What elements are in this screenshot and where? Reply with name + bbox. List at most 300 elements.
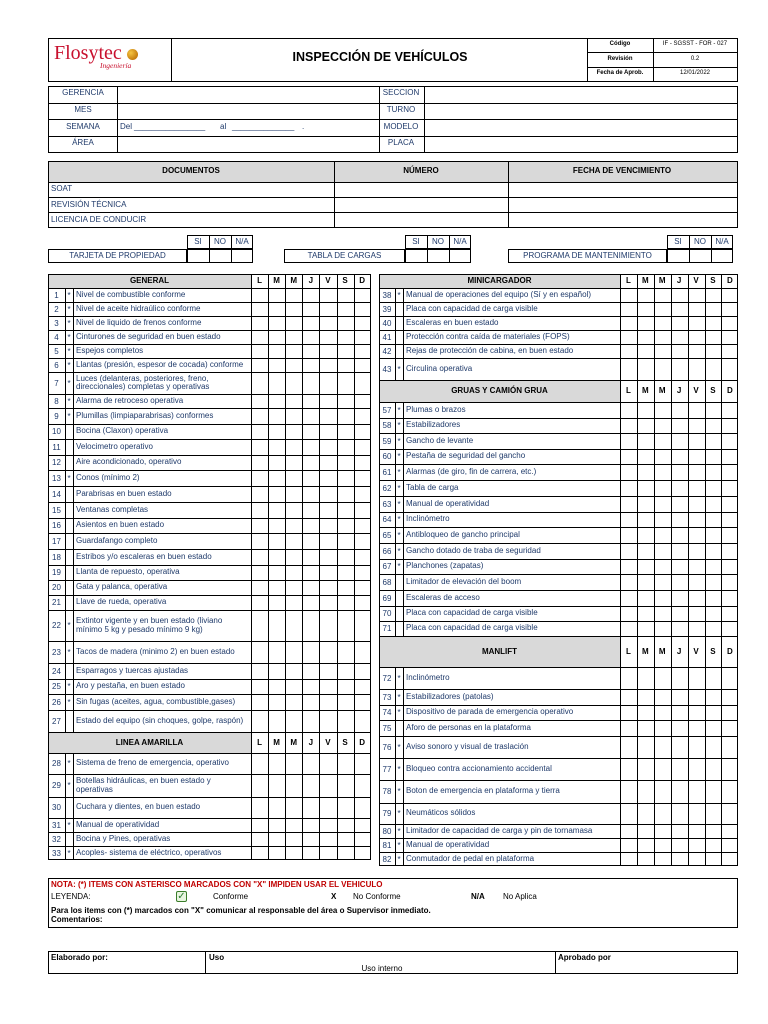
day-check-cell[interactable] (319, 580, 336, 595)
day-check-cell[interactable] (354, 694, 371, 710)
day-check-cell[interactable] (354, 486, 371, 502)
day-check-cell[interactable] (337, 455, 354, 470)
day-check-cell[interactable] (319, 330, 336, 344)
day-check-cell[interactable] (319, 818, 336, 832)
day-check-cell[interactable] (671, 512, 688, 527)
day-check-cell[interactable] (637, 302, 654, 316)
day-check-cell[interactable] (637, 330, 654, 344)
day-check-cell[interactable] (721, 543, 738, 559)
day-check-cell[interactable] (302, 818, 319, 832)
day-check-cell[interactable] (354, 455, 371, 470)
day-check-cell[interactable] (285, 394, 302, 408)
day-check-cell[interactable] (354, 358, 371, 372)
day-check-cell[interactable] (620, 402, 637, 418)
day-check-cell[interactable] (354, 372, 371, 394)
day-check-cell[interactable] (671, 574, 688, 590)
day-check-cell[interactable] (688, 512, 705, 527)
day-check-cell[interactable] (319, 753, 336, 774)
day-check-cell[interactable] (268, 424, 285, 439)
day-check-cell[interactable] (319, 302, 336, 316)
day-check-cell[interactable] (251, 518, 268, 533)
day-check-cell[interactable] (688, 433, 705, 449)
day-check-cell[interactable] (705, 803, 722, 824)
day-check-cell[interactable] (620, 330, 637, 344)
day-check-cell[interactable] (620, 316, 637, 330)
day-check-cell[interactable] (354, 288, 371, 302)
day-check-cell[interactable] (285, 846, 302, 860)
day-check-cell[interactable] (705, 418, 722, 433)
day-check-cell[interactable] (688, 803, 705, 824)
day-check-cell[interactable] (354, 846, 371, 860)
sino-answer-cell[interactable] (405, 249, 427, 263)
day-check-cell[interactable] (721, 288, 738, 302)
day-check-cell[interactable] (705, 689, 722, 705)
day-check-cell[interactable] (337, 533, 354, 549)
day-check-cell[interactable] (337, 818, 354, 832)
day-check-cell[interactable] (302, 549, 319, 565)
day-check-cell[interactable] (721, 689, 738, 705)
day-check-cell[interactable] (285, 455, 302, 470)
day-check-cell[interactable] (302, 372, 319, 394)
day-check-cell[interactable] (620, 736, 637, 758)
day-check-cell[interactable] (285, 694, 302, 710)
day-check-cell[interactable] (705, 824, 722, 838)
day-check-cell[interactable] (688, 720, 705, 736)
day-check-cell[interactable] (285, 518, 302, 533)
day-check-cell[interactable] (319, 455, 336, 470)
day-check-cell[interactable] (285, 344, 302, 358)
day-check-cell[interactable] (654, 288, 671, 302)
day-check-cell[interactable] (354, 502, 371, 518)
day-check-cell[interactable] (285, 372, 302, 394)
day-check-cell[interactable] (620, 852, 637, 866)
sino-answer-cell[interactable] (449, 249, 471, 263)
day-check-cell[interactable] (319, 832, 336, 846)
day-check-cell[interactable] (319, 316, 336, 330)
day-check-cell[interactable] (688, 780, 705, 803)
day-check-cell[interactable] (721, 758, 738, 780)
day-check-cell[interactable] (654, 606, 671, 621)
day-check-cell[interactable] (705, 316, 722, 330)
day-check-cell[interactable] (620, 480, 637, 496)
day-check-cell[interactable] (620, 464, 637, 480)
day-check-cell[interactable] (671, 543, 688, 559)
day-check-cell[interactable] (354, 518, 371, 533)
day-check-cell[interactable] (688, 606, 705, 621)
day-check-cell[interactable] (268, 818, 285, 832)
day-check-cell[interactable] (654, 330, 671, 344)
day-check-cell[interactable] (688, 418, 705, 433)
day-check-cell[interactable] (337, 753, 354, 774)
day-check-cell[interactable] (251, 344, 268, 358)
day-check-cell[interactable] (268, 663, 285, 679)
day-check-cell[interactable] (721, 803, 738, 824)
day-check-cell[interactable] (337, 344, 354, 358)
day-check-cell[interactable] (721, 316, 738, 330)
day-check-cell[interactable] (337, 372, 354, 394)
day-check-cell[interactable] (721, 838, 738, 852)
day-check-cell[interactable] (268, 302, 285, 316)
day-check-cell[interactable] (705, 480, 722, 496)
day-check-cell[interactable] (721, 330, 738, 344)
day-check-cell[interactable] (251, 549, 268, 565)
day-check-cell[interactable] (285, 753, 302, 774)
day-check-cell[interactable] (705, 496, 722, 512)
day-check-cell[interactable] (268, 580, 285, 595)
day-check-cell[interactable] (251, 797, 268, 818)
day-check-cell[interactable] (637, 433, 654, 449)
day-check-cell[interactable] (688, 705, 705, 720)
sino-answer-cell[interactable] (427, 249, 449, 263)
day-check-cell[interactable] (620, 803, 637, 824)
day-check-cell[interactable] (721, 705, 738, 720)
day-check-cell[interactable] (285, 663, 302, 679)
day-check-cell[interactable] (285, 408, 302, 424)
day-check-cell[interactable] (354, 832, 371, 846)
day-check-cell[interactable] (251, 846, 268, 860)
day-check-cell[interactable] (688, 527, 705, 543)
day-check-cell[interactable] (319, 595, 336, 610)
day-check-cell[interactable] (319, 565, 336, 580)
day-check-cell[interactable] (688, 838, 705, 852)
day-check-cell[interactable] (654, 302, 671, 316)
day-check-cell[interactable] (654, 316, 671, 330)
day-check-cell[interactable] (637, 288, 654, 302)
day-check-cell[interactable] (251, 694, 268, 710)
day-check-cell[interactable] (285, 549, 302, 565)
day-check-cell[interactable] (337, 565, 354, 580)
day-check-cell[interactable] (319, 797, 336, 818)
day-check-cell[interactable] (637, 464, 654, 480)
day-check-cell[interactable] (268, 439, 285, 455)
day-check-cell[interactable] (268, 408, 285, 424)
day-check-cell[interactable] (654, 590, 671, 606)
day-check-cell[interactable] (354, 797, 371, 818)
day-check-cell[interactable] (721, 344, 738, 358)
day-check-cell[interactable] (251, 610, 268, 641)
day-check-cell[interactable] (721, 720, 738, 736)
day-check-cell[interactable] (637, 559, 654, 574)
day-check-cell[interactable] (302, 344, 319, 358)
day-check-cell[interactable] (302, 832, 319, 846)
day-check-cell[interactable] (251, 330, 268, 344)
day-check-cell[interactable] (637, 667, 654, 689)
day-check-cell[interactable] (268, 549, 285, 565)
day-check-cell[interactable] (268, 595, 285, 610)
day-check-cell[interactable] (337, 694, 354, 710)
day-check-cell[interactable] (268, 316, 285, 330)
day-check-cell[interactable] (319, 549, 336, 565)
day-check-cell[interactable] (671, 838, 688, 852)
day-check-cell[interactable] (721, 449, 738, 464)
day-check-cell[interactable] (721, 574, 738, 590)
day-check-cell[interactable] (337, 774, 354, 797)
day-check-cell[interactable] (337, 663, 354, 679)
day-check-cell[interactable] (654, 838, 671, 852)
day-check-cell[interactable] (671, 449, 688, 464)
day-check-cell[interactable] (721, 464, 738, 480)
day-check-cell[interactable] (705, 344, 722, 358)
day-check-cell[interactable] (721, 667, 738, 689)
day-check-cell[interactable] (671, 720, 688, 736)
day-check-cell[interactable] (354, 394, 371, 408)
day-check-cell[interactable] (285, 832, 302, 846)
day-check-cell[interactable] (705, 449, 722, 464)
day-check-cell[interactable] (637, 418, 654, 433)
day-check-cell[interactable] (654, 433, 671, 449)
day-check-cell[interactable] (354, 302, 371, 316)
day-check-cell[interactable] (654, 689, 671, 705)
day-check-cell[interactable] (620, 559, 637, 574)
day-check-cell[interactable] (251, 358, 268, 372)
day-check-cell[interactable] (671, 288, 688, 302)
day-check-cell[interactable] (285, 595, 302, 610)
day-check-cell[interactable] (268, 344, 285, 358)
day-check-cell[interactable] (337, 439, 354, 455)
day-check-cell[interactable] (337, 580, 354, 595)
day-check-cell[interactable] (637, 606, 654, 621)
day-check-cell[interactable] (671, 402, 688, 418)
day-check-cell[interactable] (721, 480, 738, 496)
day-check-cell[interactable] (354, 549, 371, 565)
day-check-cell[interactable] (721, 780, 738, 803)
day-check-cell[interactable] (354, 344, 371, 358)
day-check-cell[interactable] (285, 470, 302, 486)
day-check-cell[interactable] (251, 302, 268, 316)
day-check-cell[interactable] (688, 736, 705, 758)
day-check-cell[interactable] (302, 663, 319, 679)
day-check-cell[interactable] (620, 358, 637, 380)
day-check-cell[interactable] (302, 679, 319, 694)
day-check-cell[interactable] (620, 302, 637, 316)
day-check-cell[interactable] (319, 424, 336, 439)
day-check-cell[interactable] (705, 758, 722, 780)
day-check-cell[interactable] (354, 710, 371, 732)
day-check-cell[interactable] (302, 518, 319, 533)
day-check-cell[interactable] (251, 753, 268, 774)
day-check-cell[interactable] (721, 402, 738, 418)
day-check-cell[interactable] (654, 780, 671, 803)
day-check-cell[interactable] (671, 330, 688, 344)
day-check-cell[interactable] (268, 358, 285, 372)
day-check-cell[interactable] (637, 689, 654, 705)
day-check-cell[interactable] (705, 302, 722, 316)
day-check-cell[interactable] (302, 394, 319, 408)
day-check-cell[interactable] (671, 758, 688, 780)
day-check-cell[interactable] (302, 694, 319, 710)
day-check-cell[interactable] (688, 852, 705, 866)
day-check-cell[interactable] (268, 774, 285, 797)
day-check-cell[interactable] (285, 330, 302, 344)
day-check-cell[interactable] (337, 595, 354, 610)
day-check-cell[interactable] (302, 424, 319, 439)
day-check-cell[interactable] (654, 449, 671, 464)
day-check-cell[interactable] (620, 496, 637, 512)
day-check-cell[interactable] (654, 824, 671, 838)
day-check-cell[interactable] (302, 316, 319, 330)
day-check-cell[interactable] (302, 580, 319, 595)
day-check-cell[interactable] (705, 606, 722, 621)
day-check-cell[interactable] (671, 302, 688, 316)
day-check-cell[interactable] (285, 565, 302, 580)
day-check-cell[interactable] (268, 486, 285, 502)
day-check-cell[interactable] (654, 512, 671, 527)
day-check-cell[interactable] (637, 720, 654, 736)
sino-answer-cell[interactable] (711, 249, 733, 263)
day-check-cell[interactable] (302, 774, 319, 797)
day-check-cell[interactable] (268, 502, 285, 518)
day-check-cell[interactable] (654, 527, 671, 543)
day-check-cell[interactable] (354, 424, 371, 439)
day-check-cell[interactable] (688, 302, 705, 316)
day-check-cell[interactable] (705, 705, 722, 720)
day-check-cell[interactable] (721, 496, 738, 512)
day-check-cell[interactable] (319, 288, 336, 302)
day-check-cell[interactable] (285, 358, 302, 372)
day-check-cell[interactable] (251, 455, 268, 470)
day-check-cell[interactable] (354, 565, 371, 580)
day-check-cell[interactable] (354, 818, 371, 832)
day-check-cell[interactable] (705, 667, 722, 689)
day-check-cell[interactable] (654, 667, 671, 689)
day-check-cell[interactable] (705, 838, 722, 852)
sino-answer-cell[interactable] (187, 249, 209, 263)
day-check-cell[interactable] (671, 464, 688, 480)
day-check-cell[interactable] (251, 424, 268, 439)
day-check-cell[interactable] (251, 818, 268, 832)
day-check-cell[interactable] (620, 590, 637, 606)
day-check-cell[interactable] (285, 533, 302, 549)
day-check-cell[interactable] (337, 486, 354, 502)
day-check-cell[interactable] (688, 316, 705, 330)
day-check-cell[interactable] (620, 344, 637, 358)
day-check-cell[interactable] (251, 641, 268, 663)
day-check-cell[interactable] (337, 358, 354, 372)
day-check-cell[interactable] (319, 372, 336, 394)
day-check-cell[interactable] (302, 753, 319, 774)
day-check-cell[interactable] (654, 705, 671, 720)
day-check-cell[interactable] (302, 797, 319, 818)
day-check-cell[interactable] (285, 439, 302, 455)
day-check-cell[interactable] (705, 512, 722, 527)
day-check-cell[interactable] (654, 574, 671, 590)
day-check-cell[interactable] (268, 846, 285, 860)
day-check-cell[interactable] (721, 358, 738, 380)
day-check-cell[interactable] (705, 559, 722, 574)
day-check-cell[interactable] (620, 705, 637, 720)
day-check-cell[interactable] (637, 527, 654, 543)
day-check-cell[interactable] (705, 527, 722, 543)
day-check-cell[interactable] (268, 470, 285, 486)
day-check-cell[interactable] (620, 449, 637, 464)
sino-answer-cell[interactable] (231, 249, 253, 263)
day-check-cell[interactable] (705, 590, 722, 606)
day-check-cell[interactable] (354, 330, 371, 344)
day-check-cell[interactable] (302, 710, 319, 732)
day-check-cell[interactable] (688, 402, 705, 418)
day-check-cell[interactable] (302, 846, 319, 860)
day-check-cell[interactable] (654, 402, 671, 418)
day-check-cell[interactable] (354, 774, 371, 797)
day-check-cell[interactable] (354, 663, 371, 679)
day-check-cell[interactable] (337, 424, 354, 439)
day-check-cell[interactable] (688, 358, 705, 380)
day-check-cell[interactable] (654, 344, 671, 358)
day-check-cell[interactable] (337, 408, 354, 424)
day-check-cell[interactable] (688, 330, 705, 344)
day-check-cell[interactable] (637, 480, 654, 496)
day-check-cell[interactable] (251, 486, 268, 502)
day-check-cell[interactable] (620, 418, 637, 433)
day-check-cell[interactable] (319, 663, 336, 679)
day-check-cell[interactable] (637, 780, 654, 803)
day-check-cell[interactable] (302, 486, 319, 502)
day-check-cell[interactable] (285, 710, 302, 732)
day-check-cell[interactable] (251, 470, 268, 486)
day-check-cell[interactable] (705, 720, 722, 736)
day-check-cell[interactable] (337, 846, 354, 860)
day-check-cell[interactable] (721, 559, 738, 574)
day-check-cell[interactable] (354, 580, 371, 595)
day-check-cell[interactable] (654, 480, 671, 496)
day-check-cell[interactable] (637, 344, 654, 358)
day-check-cell[interactable] (637, 852, 654, 866)
day-check-cell[interactable] (251, 774, 268, 797)
day-check-cell[interactable] (688, 758, 705, 780)
day-check-cell[interactable] (319, 394, 336, 408)
day-check-cell[interactable] (654, 758, 671, 780)
day-check-cell[interactable] (354, 610, 371, 641)
day-check-cell[interactable] (268, 694, 285, 710)
day-check-cell[interactable] (688, 496, 705, 512)
day-check-cell[interactable] (337, 394, 354, 408)
day-check-cell[interactable] (637, 736, 654, 758)
day-check-cell[interactable] (285, 486, 302, 502)
day-check-cell[interactable] (705, 402, 722, 418)
day-check-cell[interactable] (268, 641, 285, 663)
day-check-cell[interactable] (354, 470, 371, 486)
day-check-cell[interactable] (285, 288, 302, 302)
day-check-cell[interactable] (251, 372, 268, 394)
sino-answer-cell[interactable] (209, 249, 231, 263)
day-check-cell[interactable] (620, 758, 637, 780)
day-check-cell[interactable] (671, 803, 688, 824)
day-check-cell[interactable] (285, 797, 302, 818)
day-check-cell[interactable] (654, 496, 671, 512)
day-check-cell[interactable] (705, 574, 722, 590)
day-check-cell[interactable] (721, 527, 738, 543)
day-check-cell[interactable] (302, 565, 319, 580)
day-check-cell[interactable] (285, 818, 302, 832)
day-check-cell[interactable] (654, 720, 671, 736)
day-check-cell[interactable] (337, 797, 354, 818)
day-check-cell[interactable] (705, 358, 722, 380)
day-check-cell[interactable] (354, 679, 371, 694)
day-check-cell[interactable] (620, 667, 637, 689)
day-check-cell[interactable] (268, 610, 285, 641)
day-check-cell[interactable] (337, 610, 354, 641)
day-check-cell[interactable] (319, 679, 336, 694)
day-check-cell[interactable] (354, 753, 371, 774)
day-check-cell[interactable] (721, 736, 738, 758)
day-check-cell[interactable] (688, 574, 705, 590)
day-check-cell[interactable] (268, 330, 285, 344)
day-check-cell[interactable] (285, 316, 302, 330)
day-check-cell[interactable] (671, 418, 688, 433)
sino-answer-cell[interactable] (667, 249, 689, 263)
day-check-cell[interactable] (671, 590, 688, 606)
day-check-cell[interactable] (721, 852, 738, 866)
